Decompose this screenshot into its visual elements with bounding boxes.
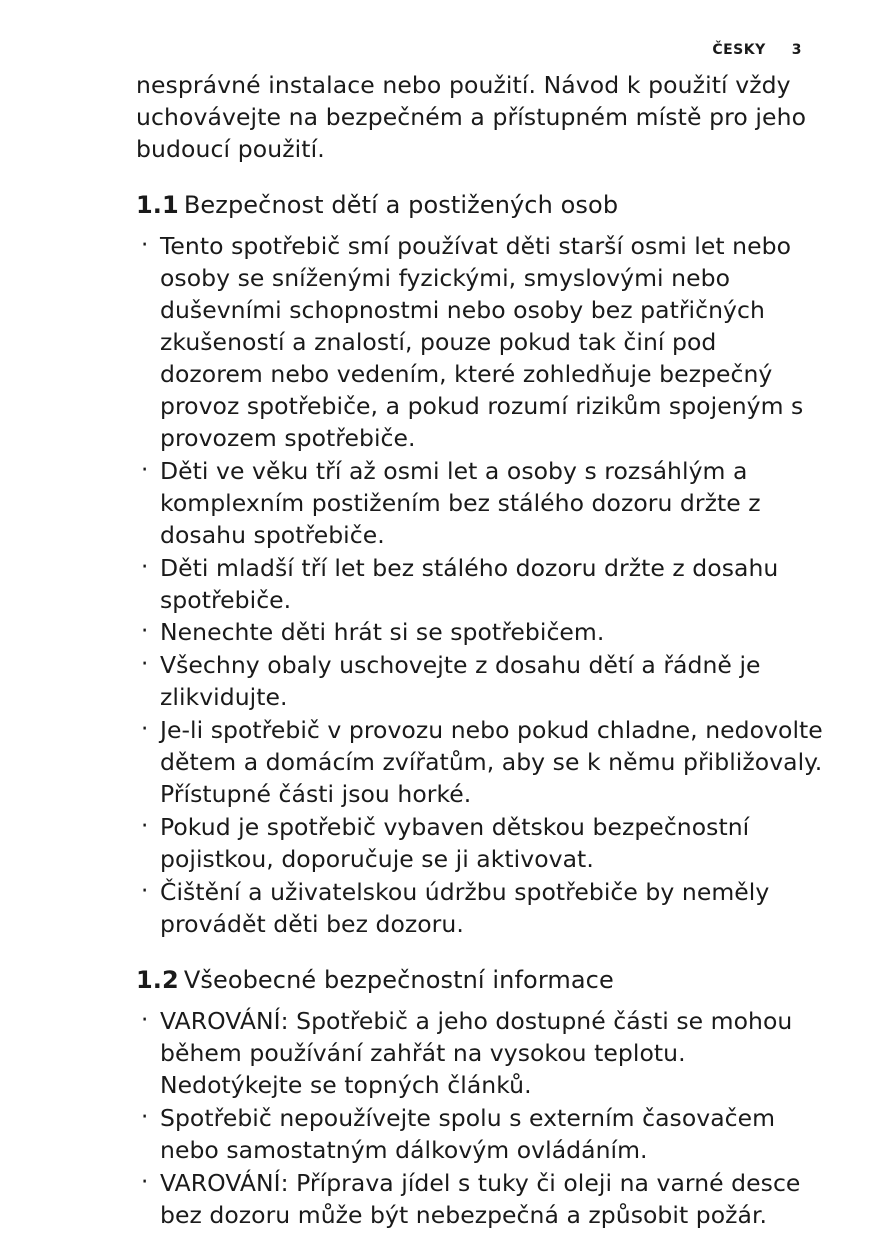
list-item: · Nenechte děti hrát si se spotřebičem.	[136, 617, 826, 649]
intro-paragraph: nesprávné instalace nebo použití. Návod k použití vždy uchovávejte na bezpečném a přístupném místě pro jeho budoucí použití.	[136, 71, 807, 163]
list-item: · Čištění a uživatelskou údržbu spotřebiče by neměly provádět děti bez dozoru.	[136, 877, 826, 941]
list-item: · Pokud je spotřebič vybaven dětskou bezpečnostní pojistkou, doporučuje se ji aktivovat.	[136, 812, 826, 876]
section-1-1-list	[136, 231, 826, 941]
section-heading-1-1	[136, 190, 826, 221]
section-heading-1-2	[136, 965, 826, 996]
list-item: · VAROVÁNÍ: Spotřebič a jeho dostupné části se mohou během používání zahřát na vysokou teplotu. Nedotýkejte se topných článků.	[136, 1006, 826, 1102]
header-language: ČESKY	[712, 42, 766, 58]
header-page-number: 3	[791, 42, 802, 58]
section-title: Všeobecné bezpečnostní informace	[183, 966, 614, 995]
list-item: · Spotřebič nepoužívejte spolu s externím časovačem nebo samostatným dálkovým ovládáním.	[136, 1103, 826, 1167]
page-content	[136, 70, 826, 1233]
page-header	[712, 42, 802, 58]
list-item: · Tento spotřebič smí používat děti starší osmi let nebo osoby se sníženými fyzickými, smyslovými nebo duševními schopnostmi nebo osoby bez patřičných zkušeností a znalostí, pouze pokud tak činí pod dozorem nebo vedením, které zohledňuje bezpečný provoz spotřebiče, a pokud rozumí rizikům spojeným s provozem spotřebiče.	[136, 231, 826, 455]
list-item: · Děti ve věku tří až osmi let a osoby s rozsáhlým a komplexním postižením bez stálého dozoru držte z dosahu spotřebiče.	[136, 456, 826, 552]
section-number: 1.2	[136, 966, 179, 995]
list-item: · Děti mladší tří let bez stálého dozoru držte z dosahu spotřebiče.	[136, 553, 826, 617]
list-item: · Je-li spotřebič v provozu nebo pokud chladne, nedovolte dětem a domácím zvířatům, aby se k němu přibližovaly. Přístupné části jsou horké.	[136, 715, 826, 811]
list-item: · VAROVÁNÍ: Příprava jídel s tuky či oleji na varné desce bez dozoru může být nebezpečná a způsobit požár.	[136, 1168, 826, 1232]
section-1-2-list	[136, 1006, 826, 1232]
section-number: 1.1	[136, 190, 179, 219]
section-title: Bezpečnost dětí a postižených osob	[183, 190, 619, 219]
list-item: · Všechny obaly uschovejte z dosahu dětí a řádně je zlikvidujte.	[136, 650, 826, 714]
